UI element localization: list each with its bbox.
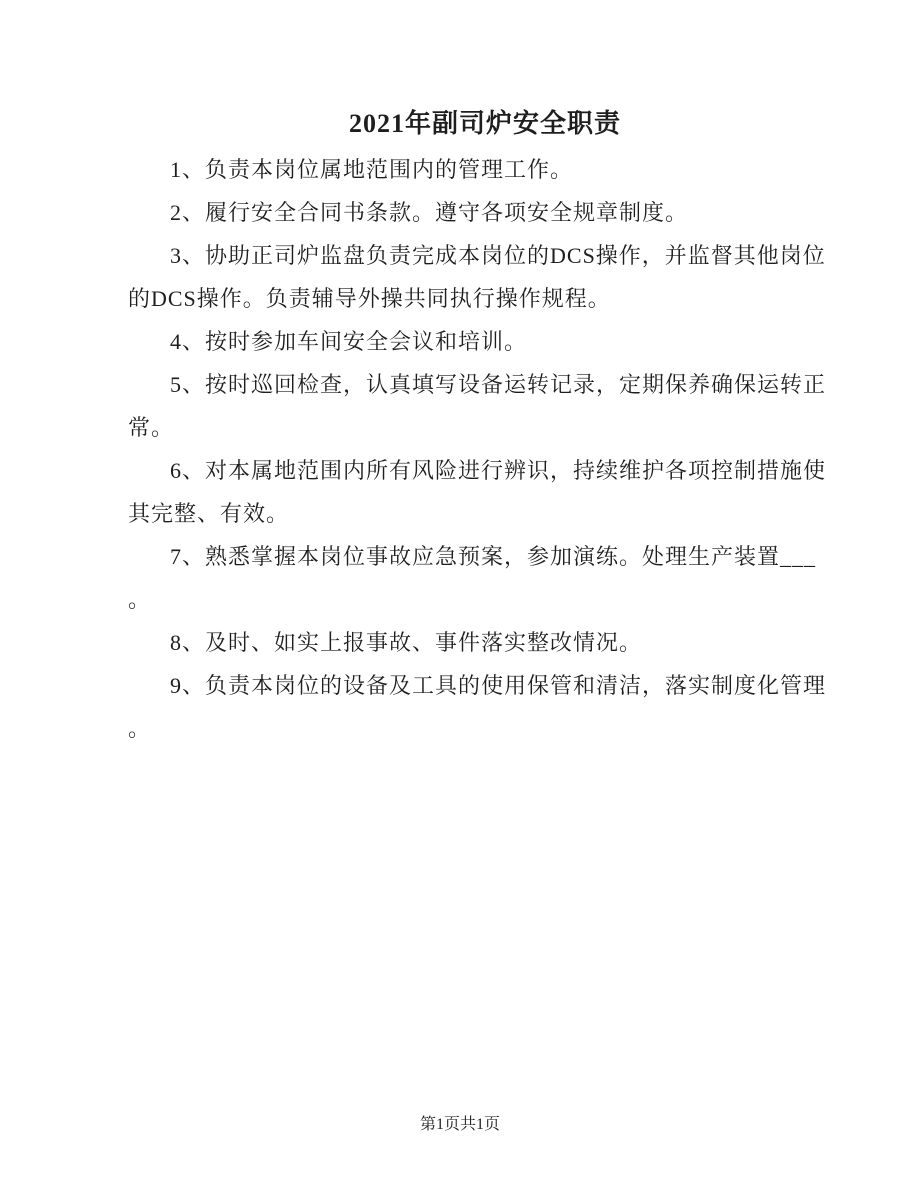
doc-line-item-7: 7、熟悉掌握本岗位事故应急预案，参加演练。处理生产装置___ xyxy=(170,544,817,569)
doc-line-item-9-cont: 。 xyxy=(128,716,152,741)
doc-line-item-7-cont: 。 xyxy=(128,587,152,612)
document-body xyxy=(128,148,827,750)
doc-line-item-3: 3、协助正司炉监盘负责完成本岗位的DCS操作，并监督其他岗位 xyxy=(170,243,826,268)
doc-line-item-2: 2、履行安全合同书条款。遵守各项安全规章制度。 xyxy=(170,200,689,225)
doc-line-item-3-cont: 的DCS操作。负责辅导外操共同执行操作规程。 xyxy=(128,286,611,311)
document-title: 2021年副司炉安全职责 xyxy=(348,109,621,138)
doc-line-item-9: 9、负责本岗位的设备及工具的使用保管和清洁，落实制度化管理 xyxy=(170,673,827,698)
page-number-footer: 第1页共1页 xyxy=(419,1116,500,1133)
doc-line-item-8: 8、及时、如实上报事故、事件落实整改情况。 xyxy=(170,630,643,655)
doc-line-item-5: 5、按时巡回检查，认真填写设备运转记录，定期保养确保运转正 xyxy=(170,372,827,397)
doc-line-item-1: 1、负责本岗位属地范围内的管理工作。 xyxy=(170,157,574,182)
doc-line-item-6-cont: 其完整、有效。 xyxy=(128,501,290,526)
doc-line-item-4: 4、按时参加车间安全会议和培训。 xyxy=(170,329,528,354)
doc-line-item-5-cont: 常。 xyxy=(128,415,175,440)
doc-line-item-6: 6、对本属地范围内所有风险进行辨识，持续维护各项控制措施使 xyxy=(170,458,827,483)
